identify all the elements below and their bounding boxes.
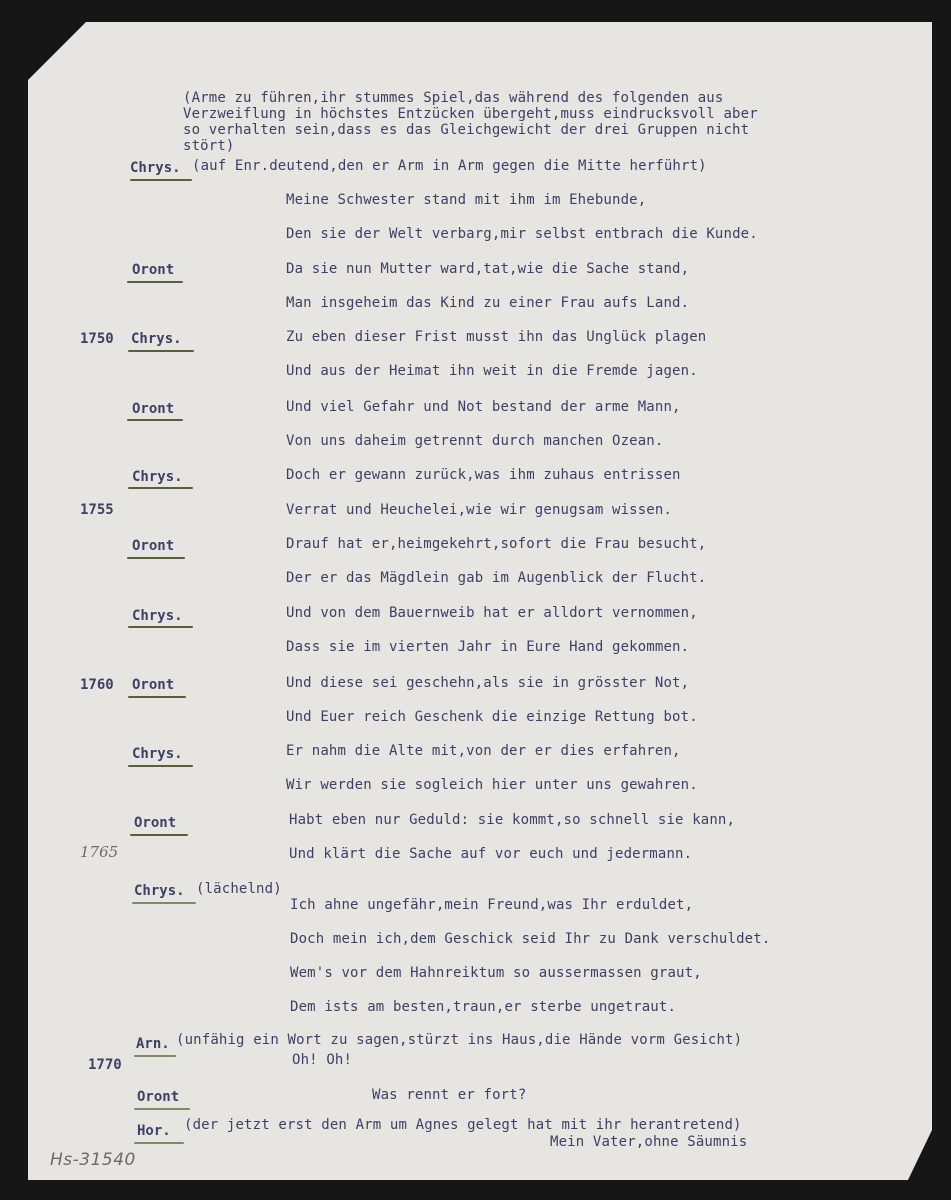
verse-line: Der er das Mägdlein gab im Augenblick der Flucht. [286,570,707,586]
speaker-underline [132,902,196,904]
speaker-label: Chrys. [132,608,183,624]
verse-line: Dem ists am besten,traun,er sterbe ungetraut. [290,999,677,1015]
speaker-underline [134,1055,176,1057]
line-number: 1770 [88,1057,122,1073]
speaker-label: Oront [132,262,175,278]
line-number: 1755 [80,502,114,518]
speaker-label: Hor. [137,1123,171,1139]
line-number: 1750 [80,331,114,347]
speaker-label: Chrys. [130,160,181,176]
verse-line: Wir werden sie sogleich hier unter uns gewahren. [286,777,698,793]
speaker-label: Oront [132,401,175,417]
verse-line: Man insgeheim das Kind zu einer Frau aufs Land. [286,295,690,311]
verse-line: Von uns daheim getrennt durch manchen Ozean. [286,433,664,449]
verse-line: Verrat und Heuchelei,wie wir genugsam wissen. [286,502,673,518]
speaker-label: Chrys. [131,331,182,347]
stage-direction-line-4: stört) [183,138,235,154]
speaker-underline [128,487,193,489]
speaker-underline [130,179,192,181]
verse-line: Dass sie im vierten Jahr in Eure Hand gekommen. [286,639,690,655]
speaker-label: Chrys. [134,883,185,899]
speaker-label: Oront [132,538,175,554]
verse-line: Und von dem Bauernweib hat er alldort vernommen, [286,605,698,621]
stage-direction: (auf Enr.deutend,den er Arm in Arm gegen die Mitte herführt) [192,158,707,174]
verse-line: Oh! Oh! [292,1052,353,1068]
verse-line: Zu eben dieser Frist musst ihn das Unglück plagen [286,329,707,345]
speaker-underline [128,696,186,698]
stage-direction-line-3: so verhalten sein,dass es das Gleichgewicht der drei Gruppen nicht [183,122,750,138]
speaker-underline [128,626,193,628]
stage-direction: (lächelnd) [196,881,282,897]
speaker-underline [130,834,188,836]
verse-line: Er nahm die Alte mit,von der er dies erfahren, [286,743,681,759]
verse-line: Und aus der Heimat ihn weit in die Fremde jagen. [286,363,698,379]
speaker-underline [128,765,193,767]
speaker-underline [127,281,183,283]
shelfmark: Hs-31540 [50,1150,136,1170]
line-number: 1760 [80,677,114,693]
stage-direction: (der jetzt erst den Arm um Agnes gelegt hat mit ihr herantretend) [184,1117,742,1133]
speaker-underline [127,557,185,559]
verse-line: Und Euer reich Geschenk die einzige Rettung bot. [286,709,698,725]
stage-direction: (unfähig ein Wort zu sagen,stürzt ins Haus,die Hände vorm Gesicht) [176,1032,743,1048]
speaker-label: Oront [134,815,177,831]
verse-line: Ich ahne ungefähr,mein Freund,was Ihr erduldet, [290,897,694,913]
speaker-label: Arn. [136,1036,170,1052]
speaker-label: Oront [132,677,175,693]
speaker-label: Oront [137,1089,180,1105]
verse-line: Mein Vater,ohne Säumnis [550,1134,748,1150]
handwritten-line-number: 1765 [80,843,119,861]
speaker-label: Chrys. [132,746,183,762]
verse-line: Doch er gewann zurück,was ihm zuhaus entrissen [286,467,681,483]
speaker-underline [128,350,194,352]
verse-line: Was rennt er fort? [372,1087,527,1103]
verse-line: Doch mein ich,dem Geschick seid Ihr zu Dank verschuldet. [290,931,771,947]
verse-line: Wem's vor dem Hahnreiktum so aussermassen graut, [290,965,702,981]
speaker-underline [127,419,183,421]
speaker-underline [134,1142,184,1144]
verse-line: Drauf hat er,heimgekehrt,sofort die Frau besucht, [286,536,707,552]
verse-line: Und klärt die Sache auf vor euch und jedermann. [289,846,693,862]
speaker-underline [134,1108,190,1110]
stage-direction-line-2: Verzweiflung in höchstes Entzücken übergeht,muss eindrucksvoll aber [183,106,758,122]
stage-direction-line-1: (Arme zu führen,ihr stummes Spiel,das während des folgenden aus [183,90,724,106]
speaker-label: Chrys. [132,469,183,485]
verse-line: Habt eben nur Geduld: sie kommt,so schnell sie kann, [289,812,736,828]
verse-line: Und diese sei geschehn,als sie in grösster Not, [286,675,690,691]
verse-line: Da sie nun Mutter ward,tat,wie die Sache stand, [286,261,690,277]
verse-line: Und viel Gefahr und Not bestand der arme Mann, [286,399,681,415]
verse-line: Meine Schwester stand mit ihm im Ehebunde, [286,192,647,208]
verse-line: Den sie der Welt verbarg,mir selbst entbrach die Kunde. [286,226,758,242]
